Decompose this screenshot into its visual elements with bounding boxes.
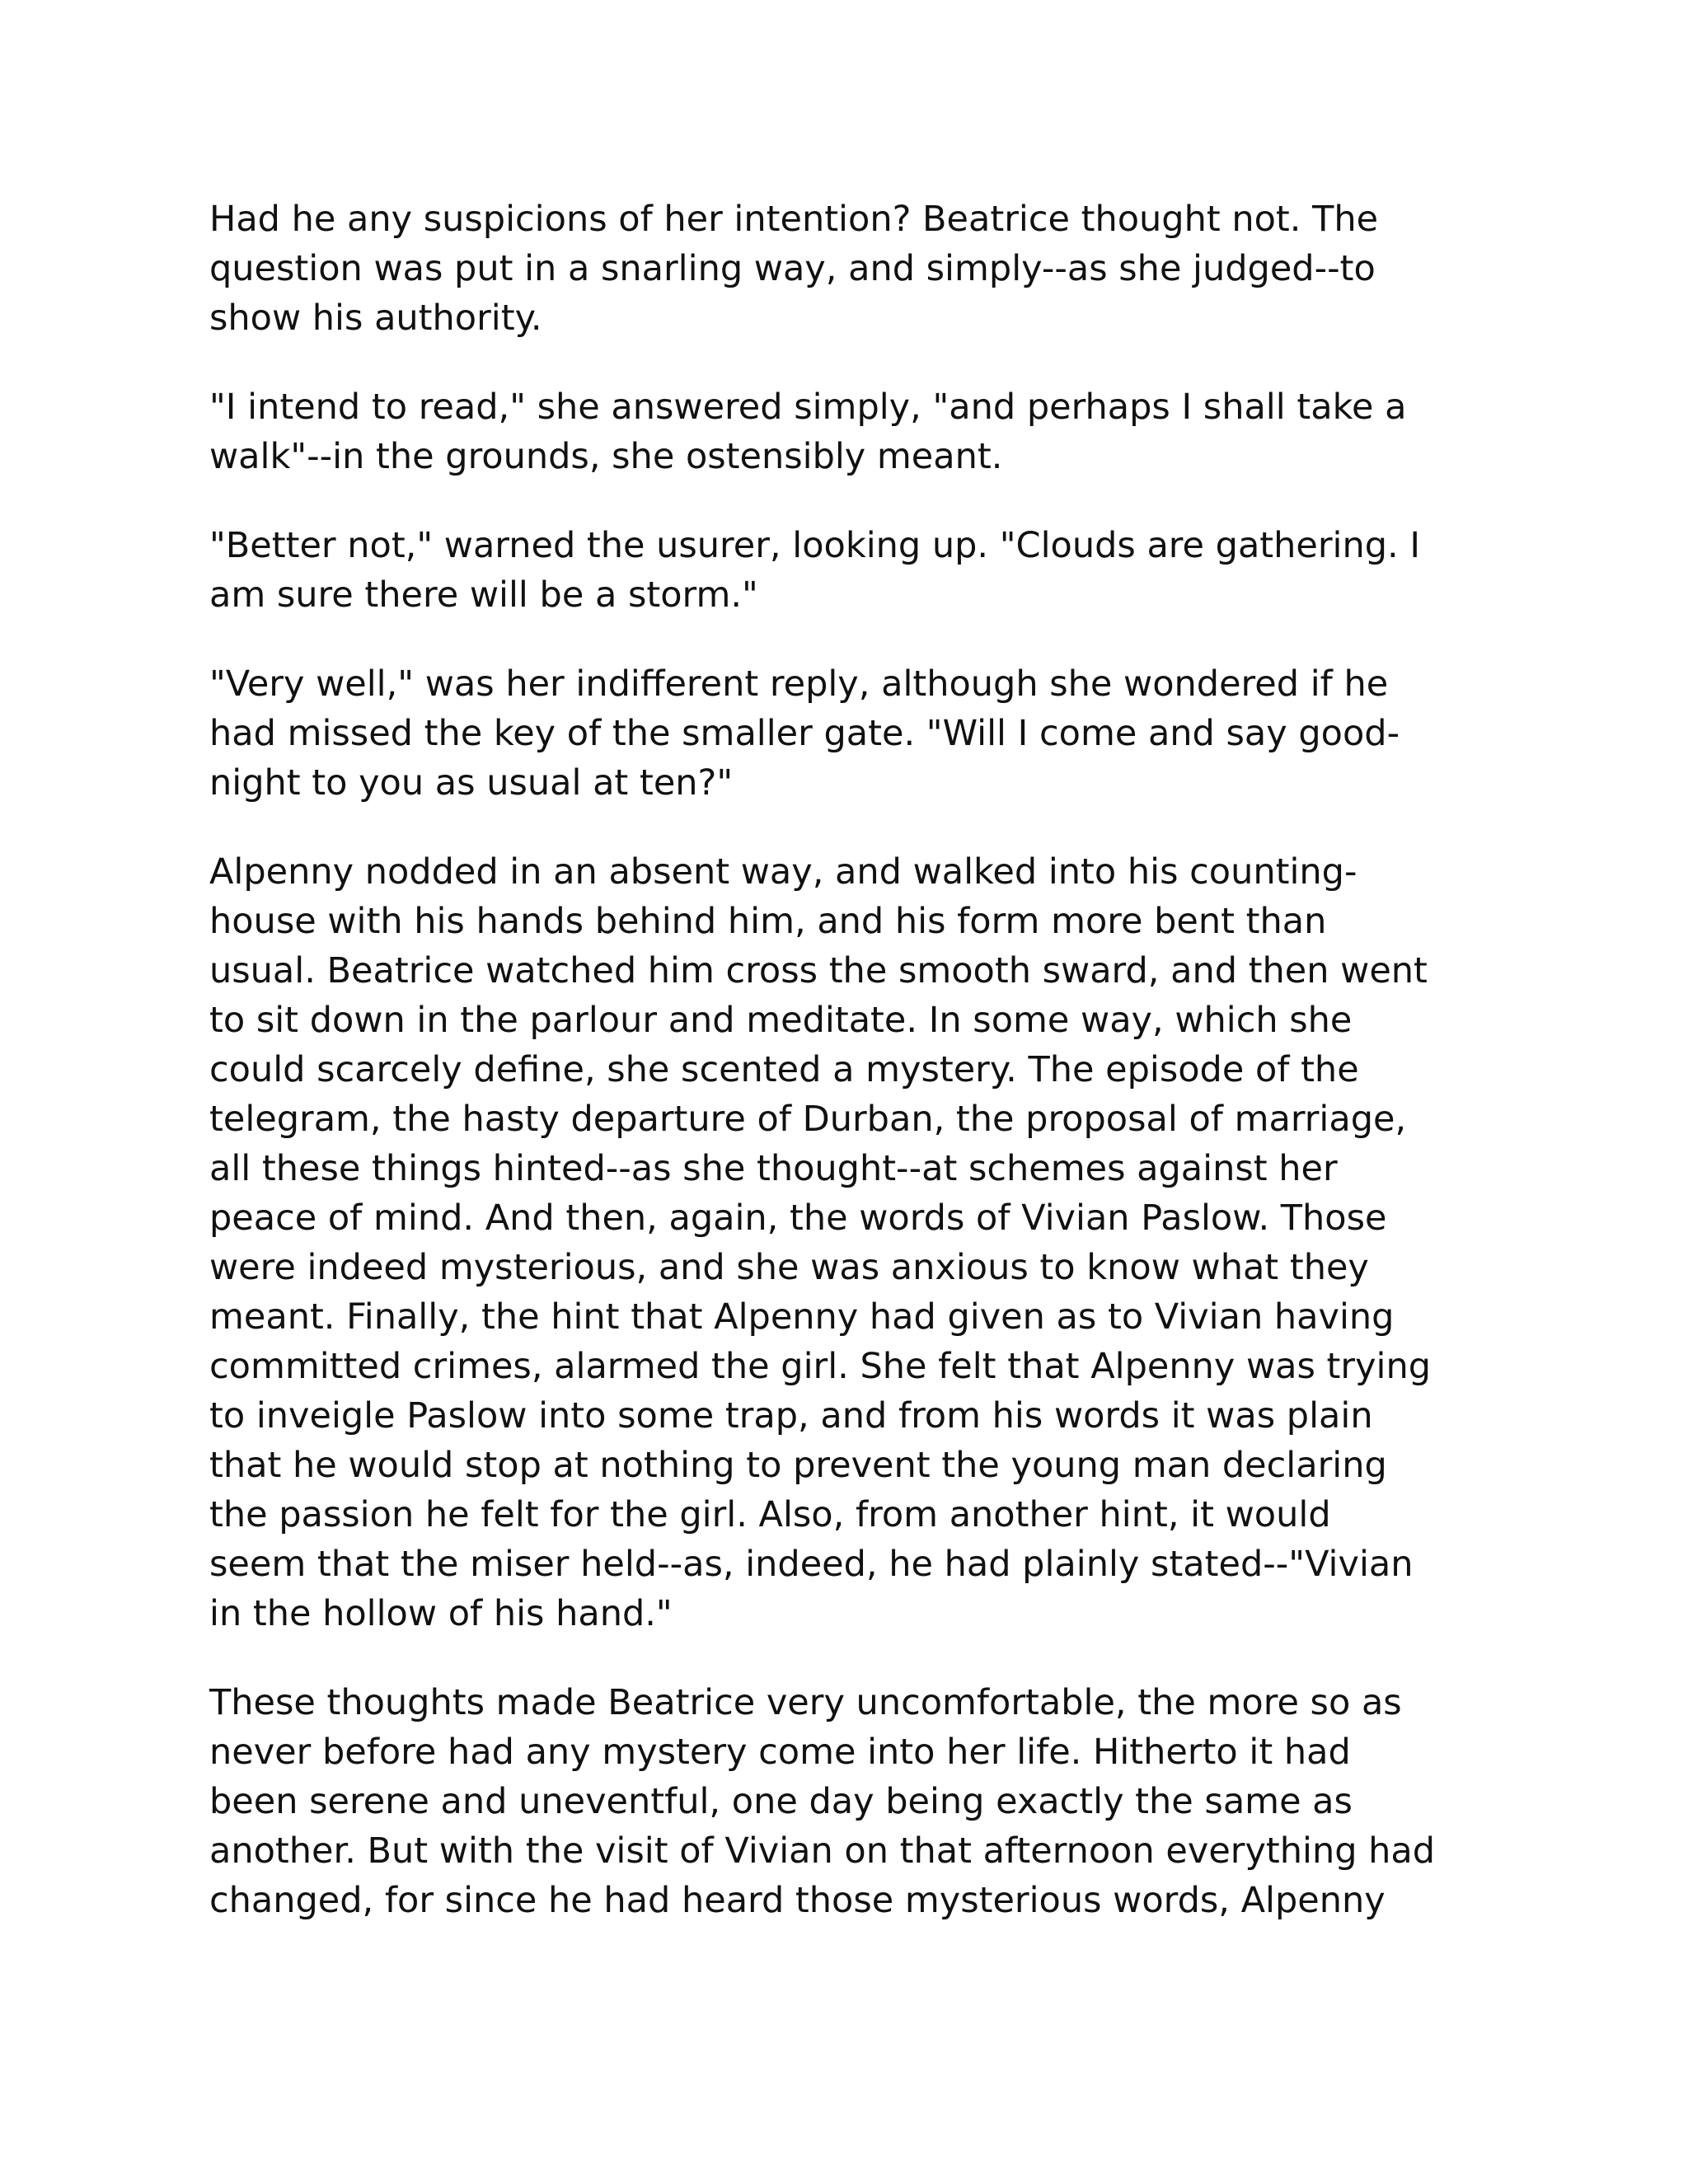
paragraph bbox=[209, 521, 1495, 620]
text-line: Had he any suspicions of her intention? Beatrice thought not. The bbox=[209, 199, 1379, 240]
paragraph bbox=[209, 847, 1495, 1638]
text-line: house with his hands behind him, and his form more bent than bbox=[209, 901, 1327, 942]
text-line: to sit down in the parlour and meditate. In some way, which she bbox=[209, 1000, 1353, 1041]
text-line: in the hollow of his hand." bbox=[209, 1593, 673, 1634]
text-line: night to you as usual at ten?" bbox=[209, 762, 734, 804]
text-line: telegram, the hasty departure of Durban, the proposal of marriage, bbox=[209, 1099, 1407, 1140]
text-line: committed crimes, alarmed the girl. She felt that Alpenny was trying bbox=[209, 1346, 1432, 1387]
text-line: "I intend to read," she answered simply, "and perhaps I shall take a bbox=[209, 387, 1407, 428]
text-line: changed, for since he had heard those mysterious words, Alpenny bbox=[209, 1880, 1386, 1921]
paragraph bbox=[209, 659, 1495, 808]
text-line: had missed the key of the smaller gate. "Will I come and say good- bbox=[209, 713, 1400, 754]
text-line: am sure there will be a storm." bbox=[209, 574, 758, 616]
text-line: could scarcely define, she scented a mystery. The episode of the bbox=[209, 1049, 1359, 1090]
paragraph bbox=[209, 382, 1495, 481]
text-line: Alpenny nodded in an absent way, and walked into his counting- bbox=[209, 851, 1357, 893]
document-page bbox=[209, 194, 1495, 1965]
text-line: to inveigle Paslow into some trap, and from his words it was plain bbox=[209, 1395, 1373, 1436]
text-line: peace of mind. And then, again, the words of Vivian Paslow. Those bbox=[209, 1197, 1387, 1239]
text-line: all these things hinted--as she thought--at schemes against her bbox=[209, 1148, 1338, 1189]
text-line: another. But with the visit of Vivian on that afternoon everything had bbox=[209, 1830, 1436, 1872]
text-line: "Better not," warned the usurer, looking up. "Clouds are gathering. I bbox=[209, 525, 1421, 566]
text-line: These thoughts made Beatrice very uncomfortable, the more so as bbox=[209, 1682, 1402, 1723]
text-line: the passion he felt for the girl. Also, from another hint, it would bbox=[209, 1494, 1331, 1535]
paragraph bbox=[209, 194, 1495, 343]
text-line: never before had any mystery come into her life. Hitherto it had bbox=[209, 1732, 1351, 1773]
text-line: seem that the miser held--as, indeed, he had plainly stated--"Vivian bbox=[209, 1544, 1414, 1585]
text-line: question was put in a snarling way, and simply--as she judged--to bbox=[209, 248, 1376, 289]
text-line: meant. Finally, the hint that Alpenny had given as to Vivian having bbox=[209, 1296, 1395, 1338]
paragraph bbox=[209, 1678, 1495, 1925]
text-line: walk"--in the grounds, she ostensibly meant. bbox=[209, 436, 1003, 477]
text-line: usual. Beatrice watched him cross the smooth sward, and then went bbox=[209, 950, 1428, 991]
text-line: "Very well," was her indifferent reply, although she wondered if he bbox=[209, 663, 1389, 705]
text-line: show his authority. bbox=[209, 298, 542, 339]
text-line: been serene and uneventful, one day being exactly the same as bbox=[209, 1781, 1353, 1822]
text-line: that he would stop at nothing to prevent the young man declaring bbox=[209, 1445, 1387, 1486]
text-line: were indeed mysterious, and she was anxious to know what they bbox=[209, 1247, 1369, 1288]
